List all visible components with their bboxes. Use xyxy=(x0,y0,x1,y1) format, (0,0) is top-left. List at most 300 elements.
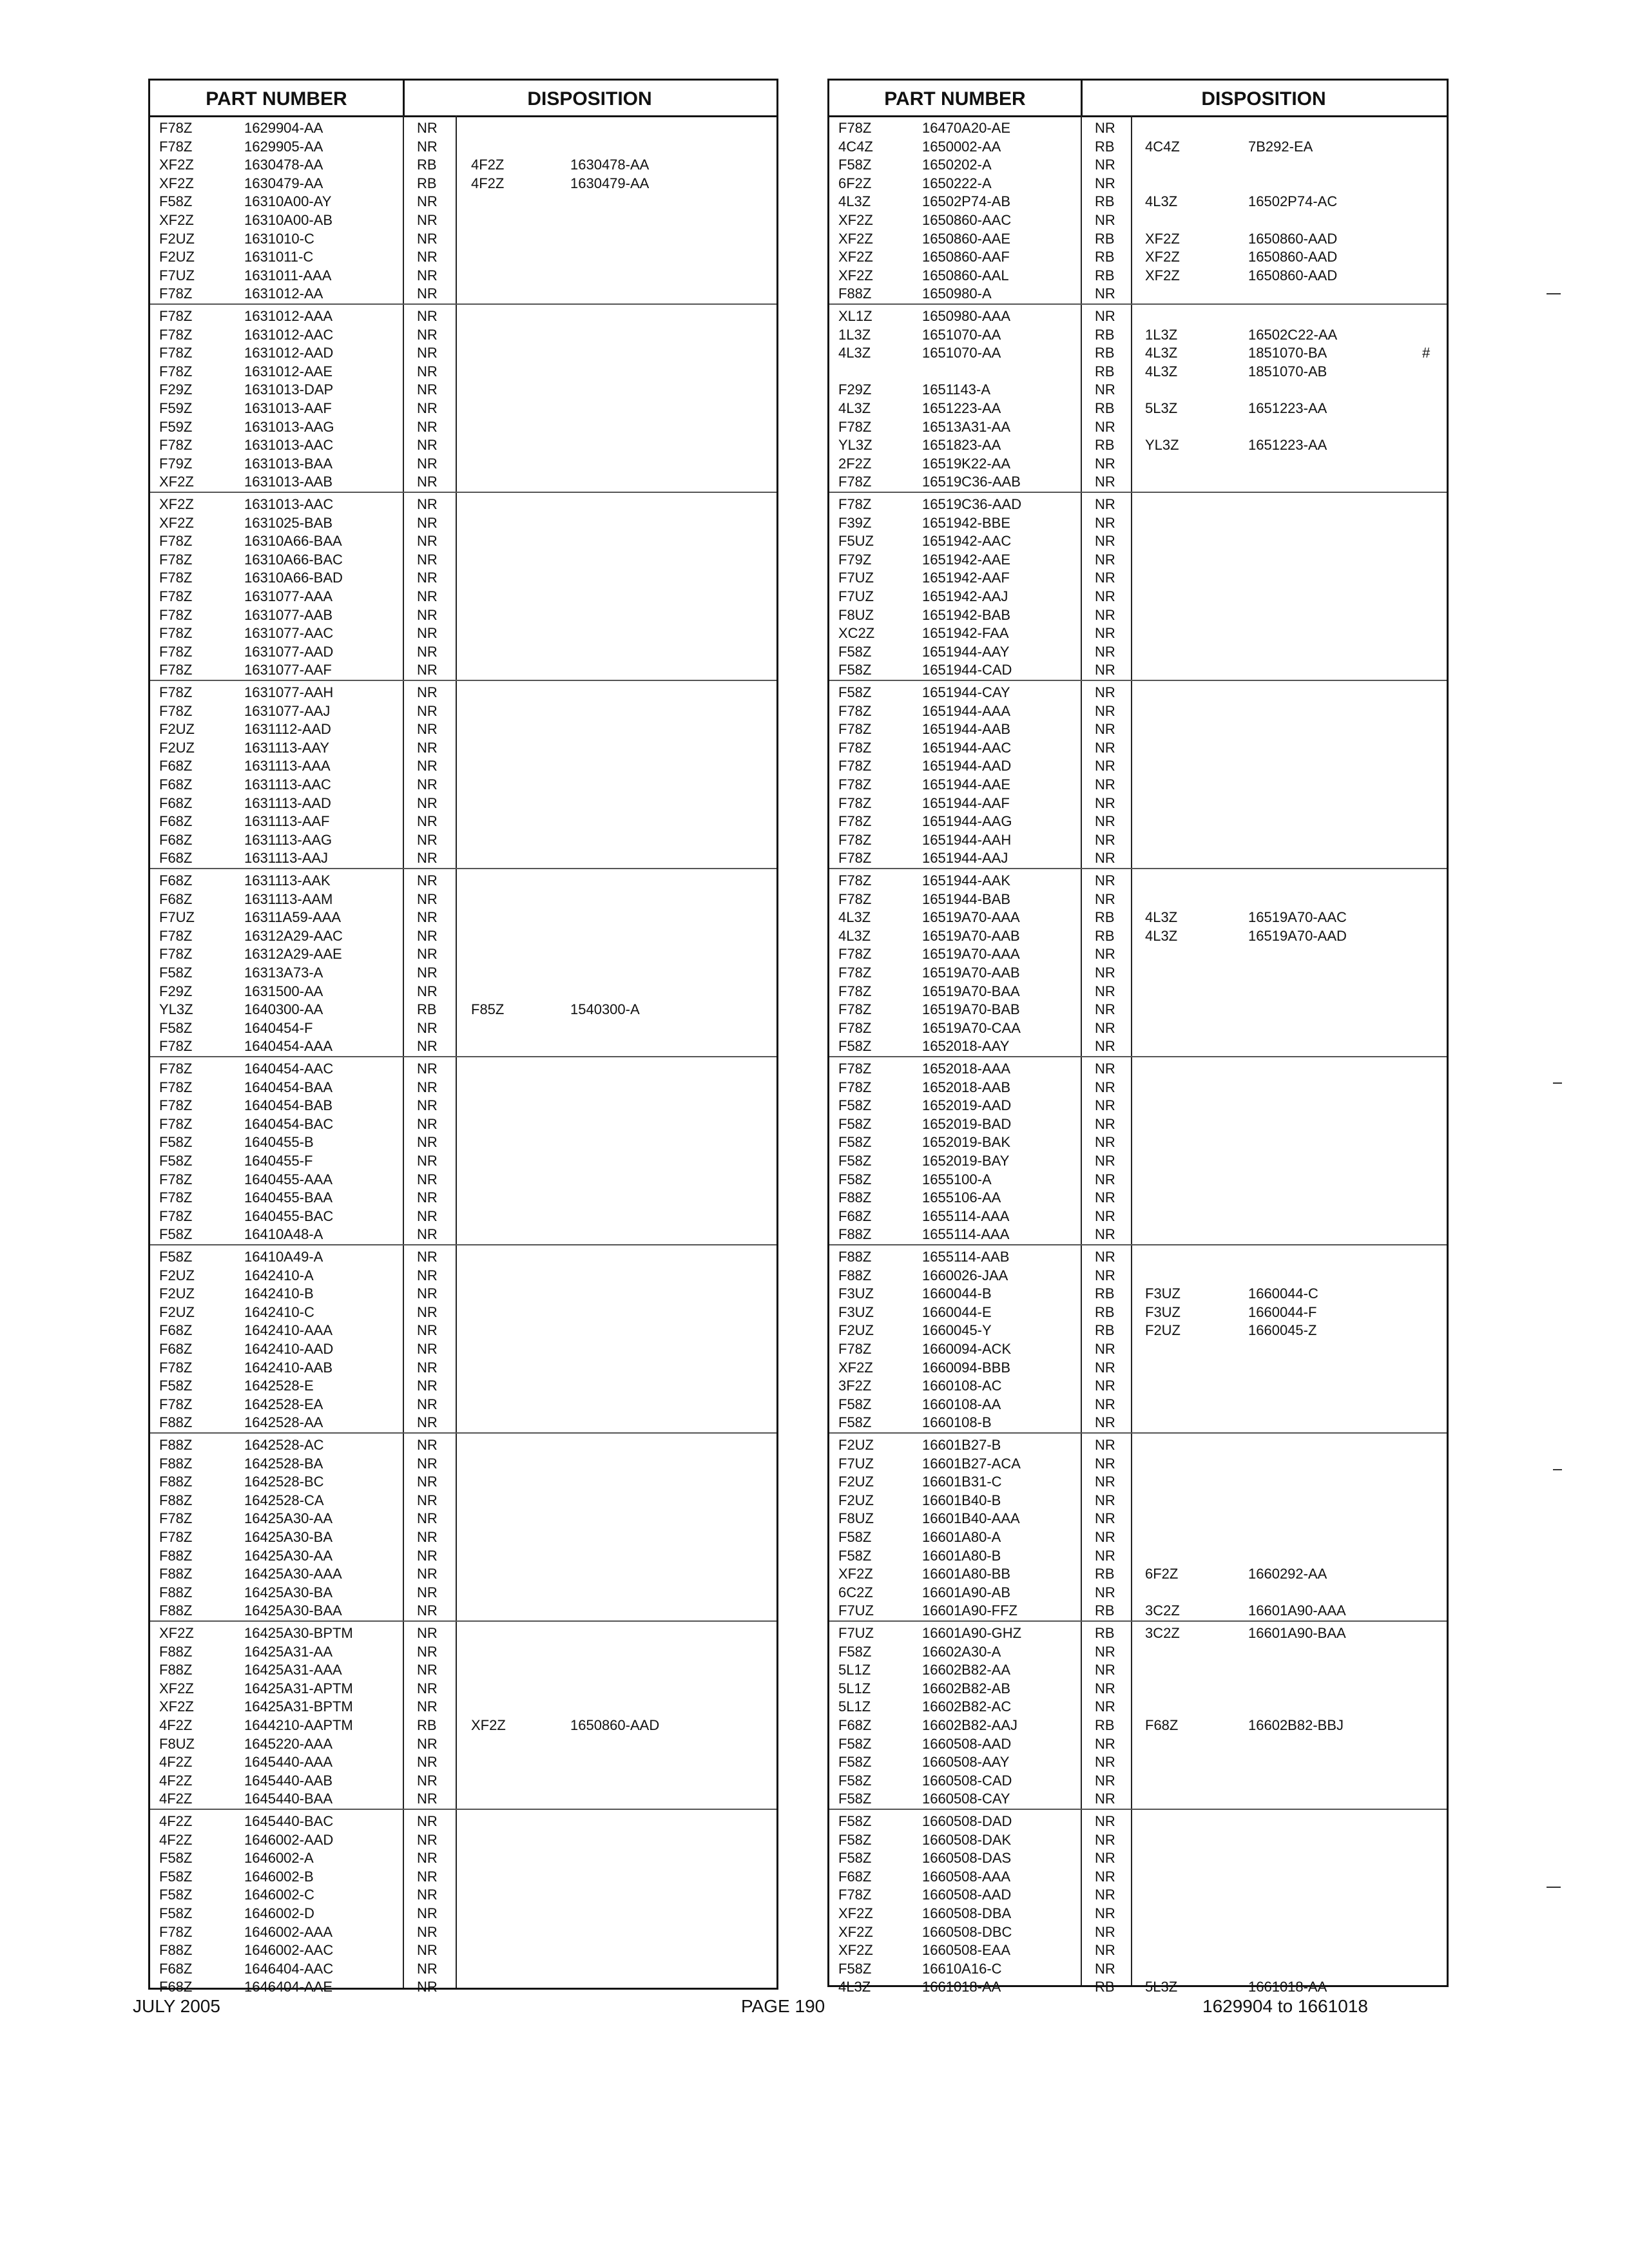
table-row xyxy=(150,399,776,418)
disposition-code-cell: NR xyxy=(417,514,438,531)
part-number-cell: 1644210-AAPTM xyxy=(244,1717,353,1733)
disposition-code-cell: NR xyxy=(417,643,438,660)
table-row xyxy=(150,1133,776,1151)
table-row xyxy=(829,1680,1447,1698)
disposition-code-cell: NR xyxy=(1095,157,1115,173)
part-number-cell: 1660508-AAD xyxy=(922,1887,1012,1903)
table-row xyxy=(829,1037,1447,1055)
part-number-cell: 1642528-EA xyxy=(244,1396,323,1412)
table-row xyxy=(829,1868,1447,1886)
table-row xyxy=(150,1565,776,1583)
table-row xyxy=(829,794,1447,812)
prefix-cell: F78Z xyxy=(838,721,872,738)
disposition-code-cell: NR xyxy=(1095,1643,1115,1660)
prefix-cell: XC2Z xyxy=(838,625,875,642)
part-number-cell: 16425A31-BPTM xyxy=(244,1698,353,1715)
disposition-code-cell: NR xyxy=(417,1038,438,1055)
part-number-cell: 1645440-AAB xyxy=(244,1772,333,1789)
disposition-code-cell: NR xyxy=(1095,625,1115,642)
prefix-cell: F58Z xyxy=(159,1378,193,1394)
table-row xyxy=(150,138,776,156)
table-row xyxy=(150,307,776,325)
table-row xyxy=(150,344,776,362)
part-number-cell: 16313A73-A xyxy=(244,965,323,981)
prefix-cell: F59Z xyxy=(159,418,193,435)
table-row xyxy=(150,1772,776,1790)
prefix-cell: F78Z xyxy=(159,437,193,454)
part-number-cell: 1651944-AAA xyxy=(922,702,1010,719)
disposition-code-cell: NR xyxy=(1095,1189,1115,1206)
prefix-cell: F2UZ xyxy=(838,1474,874,1490)
table-row xyxy=(150,175,776,193)
part-number-cell: 1640455-BAA xyxy=(244,1189,333,1206)
disposition-code-cell: RB xyxy=(1095,1322,1115,1339)
replacement-number-cell: 16601A90-BAA xyxy=(1248,1625,1346,1641)
part-number-cell: 1660094-ACK xyxy=(922,1341,1012,1357)
disposition-code-cell: RB xyxy=(1095,326,1115,343)
table-row xyxy=(829,211,1447,229)
part-number-cell: 16601A80-B xyxy=(922,1547,1001,1564)
disposition-code-cell: NR xyxy=(1095,643,1115,660)
table-row xyxy=(150,739,776,757)
table-row xyxy=(829,1905,1447,1923)
margin-mark xyxy=(1547,293,1561,294)
prefix-cell: F78Z xyxy=(838,946,872,963)
part-number-header: PART NUMBER xyxy=(884,88,1026,110)
table-row xyxy=(150,193,776,211)
part-number-cell: 1640454-BAB xyxy=(244,1097,333,1114)
part-number-cell: 1655114-AAA xyxy=(922,1226,1010,1243)
part-number-cell: 1631010-C xyxy=(244,230,314,247)
table-row xyxy=(829,1133,1447,1151)
part-number-cell: 1631012-AAC xyxy=(244,326,334,343)
disposition-code-cell: NR xyxy=(417,249,438,265)
part-number-cell: 1660508-DAS xyxy=(922,1850,1012,1867)
table-row xyxy=(829,1285,1447,1303)
table-row xyxy=(829,720,1447,738)
disposition-code-cell: RB xyxy=(1095,267,1115,284)
table-row xyxy=(150,248,776,266)
disposition-code-cell: NR xyxy=(417,230,438,247)
part-number-cell: 16602A30-A xyxy=(922,1643,1001,1660)
part-number-cell: 1655114-AAA xyxy=(922,1207,1010,1224)
table-row xyxy=(150,1340,776,1358)
part-number-cell: 16425A30-BA xyxy=(244,1529,333,1545)
disposition-code-cell: NR xyxy=(417,606,438,623)
prefix-cell: F88Z xyxy=(159,1414,193,1431)
part-number-cell: 1645440-AAA xyxy=(244,1754,333,1771)
part-number-cell: 1652018-AAA xyxy=(922,1061,1010,1077)
part-number-cell: 16602B82-AB xyxy=(922,1680,1010,1696)
disposition-code-cell: NR xyxy=(1095,533,1115,550)
disposition-code-cell: NR xyxy=(1095,1735,1115,1752)
prefix-cell: F78Z xyxy=(159,1061,193,1077)
prefix-cell: 1L3Z xyxy=(838,326,871,343)
prefix-cell: XF2Z xyxy=(838,249,873,265)
prefix-cell: F8UZ xyxy=(838,1510,874,1527)
table-row xyxy=(829,1414,1447,1432)
table-row xyxy=(829,193,1447,211)
prefix-cell: F58Z xyxy=(838,1772,872,1789)
prefix-cell: F78Z xyxy=(838,496,872,512)
disposition-code-cell: NR xyxy=(417,1850,438,1867)
table-row xyxy=(829,1436,1447,1454)
disposition-code-cell: NR xyxy=(417,1791,438,1807)
disposition-code-cell: NR xyxy=(417,1662,438,1678)
part-number-cell: 1660508-EAA xyxy=(922,1942,1010,1959)
disposition-code-cell: NR xyxy=(417,1942,438,1959)
replacement-number-cell: 16502C22-AA xyxy=(1248,326,1338,343)
replacement-prefix-cell: 4L3Z xyxy=(1145,363,1178,380)
prefix-cell: F8UZ xyxy=(159,1735,195,1752)
prefix-cell: F59Z xyxy=(159,400,193,416)
prefix-cell: F29Z xyxy=(838,381,872,398)
part-number-cell: 1660508-AAY xyxy=(922,1754,1010,1771)
part-number-cell: 16601A80-A xyxy=(922,1529,1001,1545)
table-row xyxy=(829,473,1447,491)
part-number-cell: 1660508-DBC xyxy=(922,1923,1012,1940)
table-row xyxy=(829,495,1447,514)
table-row xyxy=(829,455,1447,473)
prefix-cell: F88Z xyxy=(159,1662,193,1678)
part-number-cell: 1631113-AAC xyxy=(244,776,331,793)
margin-mark xyxy=(1553,1082,1562,1084)
prefix-cell: F58Z xyxy=(159,1850,193,1867)
disposition-code-cell: NR xyxy=(417,1831,438,1848)
disposition-code-cell: NR xyxy=(1095,776,1115,793)
table-row xyxy=(150,267,776,285)
table-row xyxy=(829,964,1447,982)
prefix-cell: F68Z xyxy=(838,1717,872,1733)
replacement-prefix-cell: XF2Z xyxy=(471,1717,506,1733)
disposition-code-cell: NR xyxy=(417,625,438,642)
prefix-cell: F88Z xyxy=(159,1942,193,1959)
part-number-cell: 1631113-AAJ xyxy=(244,850,329,867)
prefix-cell: F78Z xyxy=(159,684,193,700)
prefix-cell: F78Z xyxy=(159,285,193,302)
table-row xyxy=(829,1377,1447,1395)
table-row xyxy=(150,1735,776,1753)
table-row xyxy=(829,285,1447,303)
prefix-cell: F58Z xyxy=(838,1735,872,1752)
disposition-header: DISPOSITION xyxy=(1201,88,1326,110)
disposition-code-cell: NR xyxy=(417,1680,438,1696)
part-number-cell: 16425A31-AAA xyxy=(244,1662,342,1678)
disposition-code-cell: NR xyxy=(417,1396,438,1412)
table-row xyxy=(150,1248,776,1266)
disposition-code-cell: NR xyxy=(417,1887,438,1903)
disposition-code-cell: NR xyxy=(417,1698,438,1715)
part-number-cell: 1631013-AAC xyxy=(244,496,334,512)
disposition-code-cell: NR xyxy=(1095,120,1115,136)
disposition-code-cell: RB xyxy=(1095,400,1115,416)
prefix-cell: F78Z xyxy=(159,308,193,324)
disposition-code-cell: NR xyxy=(417,400,438,416)
part-number-cell: 1642528-BA xyxy=(244,1455,323,1472)
table-row xyxy=(150,1097,776,1115)
table-row xyxy=(829,1359,1447,1377)
part-number-cell: 16601A90-FFZ xyxy=(922,1602,1017,1619)
table-row xyxy=(829,1001,1447,1019)
prefix-cell: 4L3Z xyxy=(838,345,871,361)
table-row xyxy=(150,1941,776,1959)
disposition-code-cell: RB xyxy=(1095,1285,1115,1302)
prefix-cell: F78Z xyxy=(838,758,872,774)
disposition-code-cell: NR xyxy=(1095,721,1115,738)
part-number-cell: 1650002-AA xyxy=(922,138,1001,155)
prefix-cell: F68Z xyxy=(159,1341,193,1357)
disposition-code-cell: NR xyxy=(417,927,438,944)
prefix-cell: F58Z xyxy=(838,1813,872,1829)
replacement-number-cell: 1630478-AA xyxy=(570,157,650,173)
prefix-cell: F78Z xyxy=(838,418,872,435)
prefix-cell: F88Z xyxy=(159,1437,193,1453)
disposition-code-cell: NR xyxy=(1095,606,1115,623)
disposition-code-cell: NR xyxy=(417,363,438,380)
part-number-cell: 1660094-BBB xyxy=(922,1359,1010,1376)
part-number-cell: 1642528-CA xyxy=(244,1492,324,1508)
prefix-cell: F78Z xyxy=(159,345,193,361)
part-number-cell: 1651944-AAF xyxy=(922,794,1010,811)
margin-mark xyxy=(1553,1469,1562,1470)
disposition-code-cell: NR xyxy=(417,1019,438,1036)
part-number-cell: 1651070-AA xyxy=(922,326,1001,343)
replacement-prefix-cell: F3UZ xyxy=(1145,1285,1181,1302)
table-row xyxy=(150,624,776,642)
table-row xyxy=(150,1152,776,1170)
table-row xyxy=(150,1528,776,1546)
table-row xyxy=(150,872,776,890)
table-row xyxy=(829,1584,1447,1602)
part-number-cell: 1652019-BAK xyxy=(922,1134,1010,1151)
prefix-cell: F58Z xyxy=(838,1134,872,1151)
replacement-number-cell: 1661018-AA xyxy=(1248,1979,1327,1995)
prefix-cell: F58Z xyxy=(838,1791,872,1807)
disposition-code-cell: NR xyxy=(1095,175,1115,191)
disposition-code-cell: NR xyxy=(417,946,438,963)
disposition-code-cell: NR xyxy=(1095,946,1115,963)
disposition-code-cell: NR xyxy=(1095,739,1115,756)
table-row xyxy=(829,1396,1447,1414)
prefix-cell: F88Z xyxy=(159,1492,193,1508)
part-number-cell: 1631013-AAG xyxy=(244,418,334,435)
disposition-code-cell: RB xyxy=(1095,1717,1115,1733)
prefix-cell: F78Z xyxy=(159,1359,193,1376)
replacement-prefix-cell: 1L3Z xyxy=(1145,326,1178,343)
disposition-code-cell: NR xyxy=(417,739,438,756)
part-number-cell: 16519A70-AAB xyxy=(922,965,1020,981)
part-number-cell: 16410A49-A xyxy=(244,1249,323,1265)
table-row xyxy=(829,1267,1447,1285)
disposition-code-cell: NR xyxy=(1095,551,1115,568)
disposition-code-cell: NR xyxy=(417,496,438,512)
part-number-cell: 1652018-AAB xyxy=(922,1079,1010,1095)
disposition-code-cell: NR xyxy=(1095,1868,1115,1885)
table-row xyxy=(150,927,776,945)
table-row xyxy=(150,418,776,436)
prefix-cell: F78Z xyxy=(838,890,872,907)
part-number-cell: 1651942-AAJ xyxy=(922,588,1008,604)
prefix-cell: F58Z xyxy=(838,1396,872,1412)
prefix-cell: F78Z xyxy=(159,138,193,155)
prefix-cell: F68Z xyxy=(159,1322,193,1339)
disposition-code-cell: NR xyxy=(1095,1831,1115,1848)
part-number-cell: 1645440-BAA xyxy=(244,1791,333,1807)
replacement-prefix-cell: 3C2Z xyxy=(1145,1625,1180,1641)
part-number-cell: 1631113-AAG xyxy=(244,831,333,848)
prefix-cell: 5L1Z xyxy=(838,1680,871,1696)
replacement-prefix-cell: YL3Z xyxy=(1145,437,1179,454)
replacement-prefix-cell: 4L3Z xyxy=(1145,345,1178,361)
prefix-cell: 4F2Z xyxy=(159,1831,193,1848)
prefix-cell: F68Z xyxy=(838,1207,872,1224)
disposition-code-cell: RB xyxy=(1095,1566,1115,1582)
part-number-cell: 1640454-F xyxy=(244,1019,313,1036)
disposition-code-cell: NR xyxy=(1095,1887,1115,1903)
part-number-cell: 1642528-BC xyxy=(244,1474,324,1490)
table-row xyxy=(829,1171,1447,1189)
part-number-cell: 16310A00-AB xyxy=(244,212,333,228)
table-row xyxy=(829,1661,1447,1679)
disposition-code-cell: NR xyxy=(1095,514,1115,531)
prefix-cell: F79Z xyxy=(838,551,872,568)
disposition-code-cell: NR xyxy=(1095,1529,1115,1545)
table-row xyxy=(150,1960,776,1978)
table-row xyxy=(150,1377,776,1395)
disposition-code-cell: RB xyxy=(1095,363,1115,380)
prefix-cell: F78Z xyxy=(159,363,193,380)
part-number-cell: 16602B82-AC xyxy=(922,1698,1012,1715)
part-number-cell: 1652019-BAD xyxy=(922,1115,1012,1132)
disposition-code-cell: NR xyxy=(417,437,438,454)
disposition-code-cell: NR xyxy=(417,794,438,811)
part-number-cell: 16502P74-AB xyxy=(922,193,1010,210)
prefix-cell: F8UZ xyxy=(838,606,874,623)
part-number-cell: 16519A70-AAA xyxy=(922,946,1020,963)
footer-page: PAGE 190 xyxy=(741,1996,825,2016)
table-row xyxy=(150,1414,776,1432)
replacement-prefix-cell: 6F2Z xyxy=(1145,1566,1179,1582)
part-number-cell: 1631013-AAC xyxy=(244,437,334,454)
prefix-cell: F78Z xyxy=(159,1510,193,1527)
prefix-cell: F88Z xyxy=(159,1643,193,1660)
part-number-cell: 1640300-AA xyxy=(244,1001,323,1018)
prefix-cell: F78Z xyxy=(838,831,872,848)
prefix-cell: F88Z xyxy=(159,1547,193,1564)
prefix-cell: 4F2Z xyxy=(159,1813,193,1829)
prefix-cell: F78Z xyxy=(159,1171,193,1187)
table-row xyxy=(150,831,776,849)
disposition-code-cell: NR xyxy=(1095,1905,1115,1921)
prefix-cell: F29Z xyxy=(159,983,193,999)
part-number-cell: 16310A00-AY xyxy=(244,193,332,210)
disposition-code-cell: NR xyxy=(417,1979,438,1995)
prefix-cell: F58Z xyxy=(838,1097,872,1114)
part-number-cell: 1642410-AAD xyxy=(244,1341,334,1357)
table-row xyxy=(150,661,776,679)
prefix-cell: F29Z xyxy=(159,381,193,398)
disposition-code-cell: NR xyxy=(417,308,438,324)
table-row xyxy=(829,175,1447,193)
replacement-number-cell: 1660044-C xyxy=(1248,1285,1318,1302)
prefix-cell: F78Z xyxy=(159,1079,193,1095)
disposition-code-cell: NR xyxy=(1095,1171,1115,1187)
prefix-cell: XF2Z xyxy=(838,1923,873,1940)
table-row xyxy=(829,1941,1447,1959)
table-row xyxy=(829,831,1447,849)
table-row xyxy=(150,1680,776,1698)
part-number-cell: 16425A30-BA xyxy=(244,1584,333,1600)
prefix-cell: F58Z xyxy=(838,1831,872,1848)
table-row xyxy=(829,1097,1447,1115)
prefix-cell: 4F2Z xyxy=(159,1791,193,1807)
part-number-cell: 1651944-BAB xyxy=(922,890,1010,907)
prefix-cell: F7UZ xyxy=(159,267,195,284)
part-number-cell: 1651944-AAY xyxy=(922,643,1010,660)
part-number-cell: 1630478-AA xyxy=(244,157,323,173)
prefix-cell: 4L3Z xyxy=(838,1979,871,1995)
prefix-cell: XL1Z xyxy=(838,308,872,324)
prefix-cell: 4L3Z xyxy=(838,927,871,944)
table-row xyxy=(829,1772,1447,1790)
replacement-number-cell: 1650860-AAD xyxy=(1248,230,1338,247)
part-number-cell: 16519A70-BAB xyxy=(922,1001,1020,1018)
table-row xyxy=(150,1001,776,1019)
replacement-prefix-cell: 3C2Z xyxy=(1145,1602,1180,1619)
part-number-cell: 1651944-AAH xyxy=(922,831,1012,848)
part-number-cell: 1642410-A xyxy=(244,1267,314,1283)
part-number-cell: 1631077-AAA xyxy=(244,588,333,604)
disposition-code-cell: NR xyxy=(417,1960,438,1977)
table-row xyxy=(829,1978,1447,1996)
table-row xyxy=(150,1886,776,1904)
table-row xyxy=(150,363,776,381)
disposition-code-cell: NR xyxy=(1095,1115,1115,1132)
prefix-cell: F58Z xyxy=(159,1153,193,1169)
prefix-cell: F58Z xyxy=(838,1850,872,1867)
part-number-cell: 16310A66-BAC xyxy=(244,551,343,568)
table-row xyxy=(150,1624,776,1642)
disposition-code-cell: NR xyxy=(417,1097,438,1114)
part-number-cell: 1660508-DBA xyxy=(922,1905,1012,1921)
part-number-cell: 1660508-AAD xyxy=(922,1735,1012,1752)
table-row xyxy=(150,1492,776,1510)
table-row xyxy=(150,1868,776,1886)
prefix-cell: F68Z xyxy=(159,794,193,811)
part-number-cell: 1660108-AA xyxy=(922,1396,1001,1412)
part-number-cell: 1660044-B xyxy=(922,1285,992,1302)
prefix-cell: F78Z xyxy=(838,776,872,793)
replacement-prefix-cell: 5L3Z xyxy=(1145,1979,1178,1995)
prefix-cell: F88Z xyxy=(838,1249,872,1265)
table-row xyxy=(150,1060,776,1078)
disposition-code-cell: NR xyxy=(1095,1134,1115,1151)
table-row xyxy=(150,1207,776,1225)
part-number-cell: 1631013-DAP xyxy=(244,381,334,398)
table-row xyxy=(150,1716,776,1735)
prefix-cell: YL3Z xyxy=(159,1001,193,1018)
part-number-cell: 1651944-AAB xyxy=(922,721,1010,738)
table-row xyxy=(150,473,776,491)
replacement-prefix-cell: F68Z xyxy=(1145,1717,1179,1733)
part-number-cell: 1646002-B xyxy=(244,1868,314,1885)
prefix-cell: F78Z xyxy=(159,606,193,623)
disposition-code-cell: NR xyxy=(1095,1226,1115,1243)
prefix-cell: F78Z xyxy=(159,570,193,586)
disposition-code-cell: NR xyxy=(417,1905,438,1921)
table-row xyxy=(829,1698,1447,1716)
table-row xyxy=(150,1115,776,1133)
